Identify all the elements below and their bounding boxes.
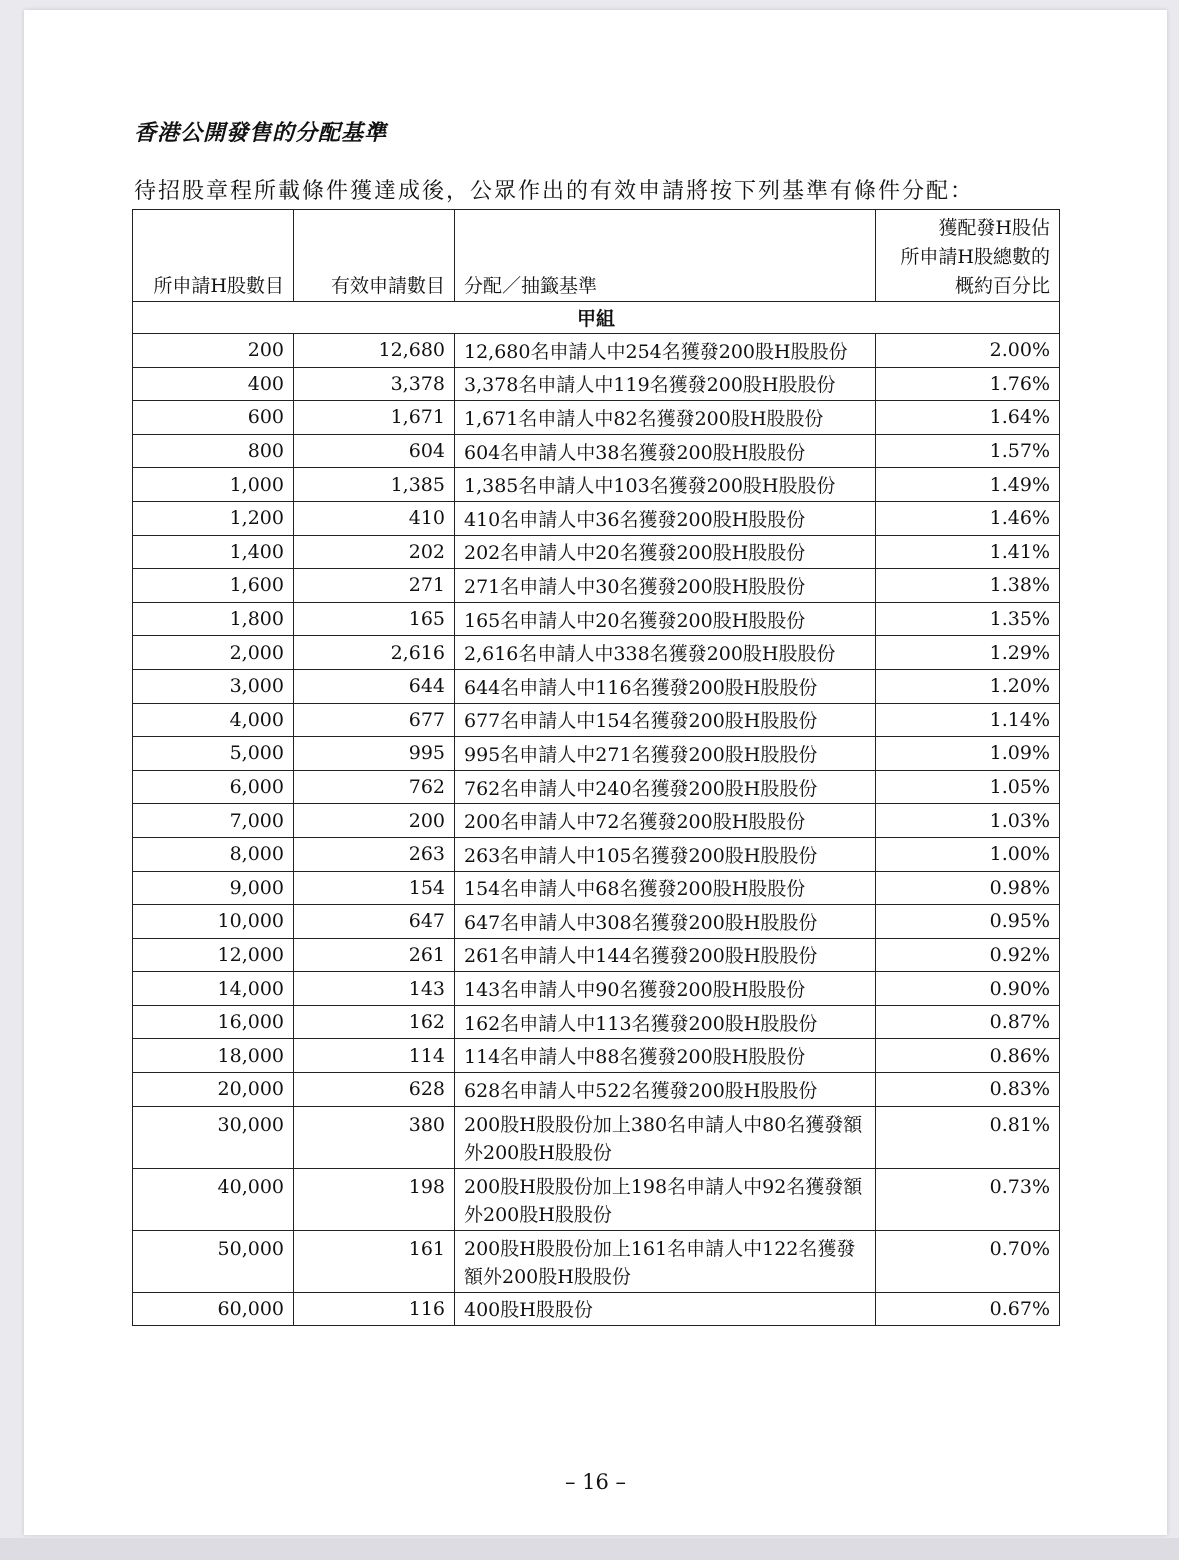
table-row xyxy=(133,569,1060,603)
cell-approx-percentage: 0.92% xyxy=(876,938,1060,972)
cell-applied-shares: 1,400 xyxy=(133,535,294,569)
cell-valid-applications: 995 xyxy=(294,737,455,771)
cell-applied-shares: 16,000 xyxy=(133,1005,294,1039)
cell-approx-percentage: 1.46% xyxy=(876,501,1060,535)
cell-valid-applications: 604 xyxy=(294,434,455,468)
group-row xyxy=(133,302,1060,334)
cell-valid-applications: 762 xyxy=(294,770,455,804)
cell-allocation-basis: 400股H股股份 xyxy=(455,1292,876,1326)
cell-applied-shares: 12,000 xyxy=(133,938,294,972)
cell-applied-shares: 1,200 xyxy=(133,501,294,535)
table-row xyxy=(133,334,1060,368)
cell-applied-shares: 9,000 xyxy=(133,871,294,905)
cell-applied-shares: 50,000 xyxy=(133,1230,294,1292)
cell-valid-applications: 380 xyxy=(294,1106,455,1168)
cell-applied-shares: 800 xyxy=(133,434,294,468)
cell-allocation-basis: 644名申請人中116名獲發200股H股股份 xyxy=(455,669,876,703)
cell-approx-percentage: 1.41% xyxy=(876,535,1060,569)
table-row xyxy=(133,602,1060,636)
cell-applied-shares: 200 xyxy=(133,334,294,368)
cell-applied-shares: 1,000 xyxy=(133,468,294,502)
cell-applied-shares: 18,000 xyxy=(133,1039,294,1073)
cell-approx-percentage: 0.67% xyxy=(876,1292,1060,1326)
cell-valid-applications: 644 xyxy=(294,669,455,703)
cell-applied-shares: 3,000 xyxy=(133,669,294,703)
cell-applied-shares: 8,000 xyxy=(133,837,294,871)
table-row xyxy=(133,837,1060,871)
cell-valid-applications: 647 xyxy=(294,905,455,939)
cell-allocation-basis: 202名申請人中20名獲發200股H股股份 xyxy=(455,535,876,569)
cell-valid-applications: 161 xyxy=(294,1230,455,1292)
table-row xyxy=(133,367,1060,401)
cell-applied-shares: 20,000 xyxy=(133,1073,294,1107)
cell-applied-shares: 10,000 xyxy=(133,905,294,939)
cell-allocation-basis: 12,680名申請人中254名獲發200股H股股份 xyxy=(455,334,876,368)
cell-allocation-basis: 604名申請人中38名獲發200股H股股份 xyxy=(455,434,876,468)
cell-applied-shares: 400 xyxy=(133,367,294,401)
table-header-row xyxy=(133,210,1060,302)
header-pct-line-2: 所申請H股總數的 xyxy=(900,246,1050,268)
cell-valid-applications: 12,680 xyxy=(294,334,455,368)
cell-allocation-basis: 1,671名申請人中82名獲發200股H股股份 xyxy=(455,401,876,435)
cell-valid-applications: 198 xyxy=(294,1168,455,1230)
cell-allocation-basis: 628名申請人中522名獲發200股H股股份 xyxy=(455,1073,876,1107)
cell-approx-percentage: 1.05% xyxy=(876,770,1060,804)
page-number: – 16 – xyxy=(564,1470,627,1494)
cell-allocation-basis: 200股H股股份加上380名申請人中80名獲發額外200股H股股份 xyxy=(455,1106,876,1168)
table-row xyxy=(133,1106,1060,1168)
cell-valid-applications: 116 xyxy=(294,1292,455,1326)
cell-valid-applications: 1,385 xyxy=(294,468,455,502)
table-row xyxy=(133,770,1060,804)
cell-valid-applications: 2,616 xyxy=(294,636,455,670)
cell-applied-shares: 14,000 xyxy=(133,972,294,1006)
cell-allocation-basis: 200股H股股份加上198名申請人中92名獲發額外200股H股股份 xyxy=(455,1168,876,1230)
cell-approx-percentage: 0.70% xyxy=(876,1230,1060,1292)
cell-valid-applications: 628 xyxy=(294,1073,455,1107)
table-row xyxy=(133,434,1060,468)
cell-applied-shares: 1,800 xyxy=(133,602,294,636)
cell-valid-applications: 261 xyxy=(294,938,455,972)
table-row xyxy=(133,1168,1060,1230)
cell-valid-applications: 202 xyxy=(294,535,455,569)
allocation-table xyxy=(132,209,1060,1326)
cell-allocation-basis: 2,616名申請人中338名獲發200股H股股份 xyxy=(455,636,876,670)
cell-approx-percentage: 1.03% xyxy=(876,804,1060,838)
cell-approx-percentage: 2.00% xyxy=(876,334,1060,368)
cell-allocation-basis: 261名申請人中144名獲發200股H股股份 xyxy=(455,938,876,972)
cell-valid-applications: 165 xyxy=(294,602,455,636)
cell-allocation-basis: 200名申請人中72名獲發200股H股股份 xyxy=(455,804,876,838)
table-row xyxy=(133,669,1060,703)
header-pct-line-3: 概約百分比 xyxy=(954,275,1050,297)
cell-valid-applications: 154 xyxy=(294,871,455,905)
header-valid-applications: 有效申請數目 xyxy=(294,210,455,302)
table-row xyxy=(133,804,1060,838)
cell-approx-percentage: 1.14% xyxy=(876,703,1060,737)
cell-applied-shares: 2,000 xyxy=(133,636,294,670)
table-row xyxy=(133,501,1060,535)
cell-approx-percentage: 1.00% xyxy=(876,837,1060,871)
cell-valid-applications: 263 xyxy=(294,837,455,871)
cell-approx-percentage: 1.20% xyxy=(876,669,1060,703)
cell-approx-percentage: 1.09% xyxy=(876,737,1060,771)
cell-allocation-basis: 162名申請人中113名獲發200股H股股份 xyxy=(455,1005,876,1039)
cell-applied-shares: 7,000 xyxy=(133,804,294,838)
cell-approx-percentage: 0.95% xyxy=(876,905,1060,939)
cell-valid-applications: 410 xyxy=(294,501,455,535)
table-row xyxy=(133,1292,1060,1326)
group-label: 甲組 xyxy=(133,302,1060,334)
cell-allocation-basis: 3,378名申請人中119名獲發200股H股股份 xyxy=(455,367,876,401)
header-approx-percentage xyxy=(876,210,1060,302)
table-row xyxy=(133,703,1060,737)
table-row xyxy=(133,401,1060,435)
table-row xyxy=(133,535,1060,569)
cell-allocation-basis: 154名申請人中68名獲發200股H股股份 xyxy=(455,871,876,905)
table-row xyxy=(133,871,1060,905)
table-row xyxy=(133,468,1060,502)
cell-applied-shares: 60,000 xyxy=(133,1292,294,1326)
cell-allocation-basis: 143名申請人中90名獲發200股H股股份 xyxy=(455,972,876,1006)
cell-allocation-basis: 410名申請人中36名獲發200股H股股份 xyxy=(455,501,876,535)
cell-allocation-basis: 271名申請人中30名獲發200股H股股份 xyxy=(455,569,876,603)
cell-applied-shares: 1,600 xyxy=(133,569,294,603)
cell-applied-shares: 4,000 xyxy=(133,703,294,737)
cell-valid-applications: 677 xyxy=(294,703,455,737)
section-title: 香港公開發售的分配基準 xyxy=(134,120,388,146)
cell-approx-percentage: 0.86% xyxy=(876,1039,1060,1073)
cell-approx-percentage: 1.35% xyxy=(876,602,1060,636)
cell-approx-percentage: 1.49% xyxy=(876,468,1060,502)
cell-allocation-basis: 647名申請人中308名獲發200股H股股份 xyxy=(455,905,876,939)
table-row xyxy=(133,636,1060,670)
cell-valid-applications: 271 xyxy=(294,569,455,603)
cell-allocation-basis: 200股H股股份加上161名申請人中122名獲發額外200股H股股份 xyxy=(455,1230,876,1292)
cell-valid-applications: 1,671 xyxy=(294,401,455,435)
header-pct-line-1: 獲配發H股佔 xyxy=(938,217,1050,239)
table-row xyxy=(133,1230,1060,1292)
cell-applied-shares: 30,000 xyxy=(133,1106,294,1168)
cell-allocation-basis: 995名申請人中271名獲發200股H股股份 xyxy=(455,737,876,771)
table-row xyxy=(133,1005,1060,1039)
table-row xyxy=(133,737,1060,771)
table-row xyxy=(133,1039,1060,1073)
cell-applied-shares: 5,000 xyxy=(133,737,294,771)
cell-approx-percentage: 0.98% xyxy=(876,871,1060,905)
cell-applied-shares: 600 xyxy=(133,401,294,435)
cell-allocation-basis: 263名申請人中105名獲發200股H股股份 xyxy=(455,837,876,871)
cell-approx-percentage: 0.87% xyxy=(876,1005,1060,1039)
cell-approx-percentage: 1.29% xyxy=(876,636,1060,670)
cell-valid-applications: 200 xyxy=(294,804,455,838)
cell-valid-applications: 3,378 xyxy=(294,367,455,401)
cell-approx-percentage: 1.38% xyxy=(876,569,1060,603)
cell-allocation-basis: 1,385名申請人中103名獲發200股H股股份 xyxy=(455,468,876,502)
cell-valid-applications: 143 xyxy=(294,972,455,1006)
intro-paragraph: 待招股章程所載條件獲達成後，公眾作出的有效申請將按下列基準有條件分配： xyxy=(134,179,975,204)
cell-allocation-basis: 762名申請人中240名獲發200股H股股份 xyxy=(455,770,876,804)
cell-applied-shares: 40,000 xyxy=(133,1168,294,1230)
cell-approx-percentage: 1.76% xyxy=(876,367,1060,401)
cell-allocation-basis: 165名申請人中20名獲發200股H股股份 xyxy=(455,602,876,636)
cell-approx-percentage: 0.83% xyxy=(876,1073,1060,1107)
table-row xyxy=(133,938,1060,972)
cell-valid-applications: 162 xyxy=(294,1005,455,1039)
cell-applied-shares: 6,000 xyxy=(133,770,294,804)
table-row xyxy=(133,972,1060,1006)
document-page xyxy=(24,10,1167,1535)
header-applied-shares: 所申請H股數目 xyxy=(133,210,294,302)
cell-approx-percentage: 1.64% xyxy=(876,401,1060,435)
header-allocation-basis: 分配／抽籤基準 xyxy=(455,210,876,302)
table-row xyxy=(133,905,1060,939)
cell-valid-applications: 114 xyxy=(294,1039,455,1073)
viewer-bottom-bar xyxy=(0,1538,1179,1560)
cell-approx-percentage: 0.73% xyxy=(876,1168,1060,1230)
cell-allocation-basis: 114名申請人中88名獲發200股H股股份 xyxy=(455,1039,876,1073)
cell-approx-percentage: 0.81% xyxy=(876,1106,1060,1168)
table-row xyxy=(133,1073,1060,1107)
cell-allocation-basis: 677名申請人中154名獲發200股H股股份 xyxy=(455,703,876,737)
cell-approx-percentage: 1.57% xyxy=(876,434,1060,468)
cell-approx-percentage: 0.90% xyxy=(876,972,1060,1006)
